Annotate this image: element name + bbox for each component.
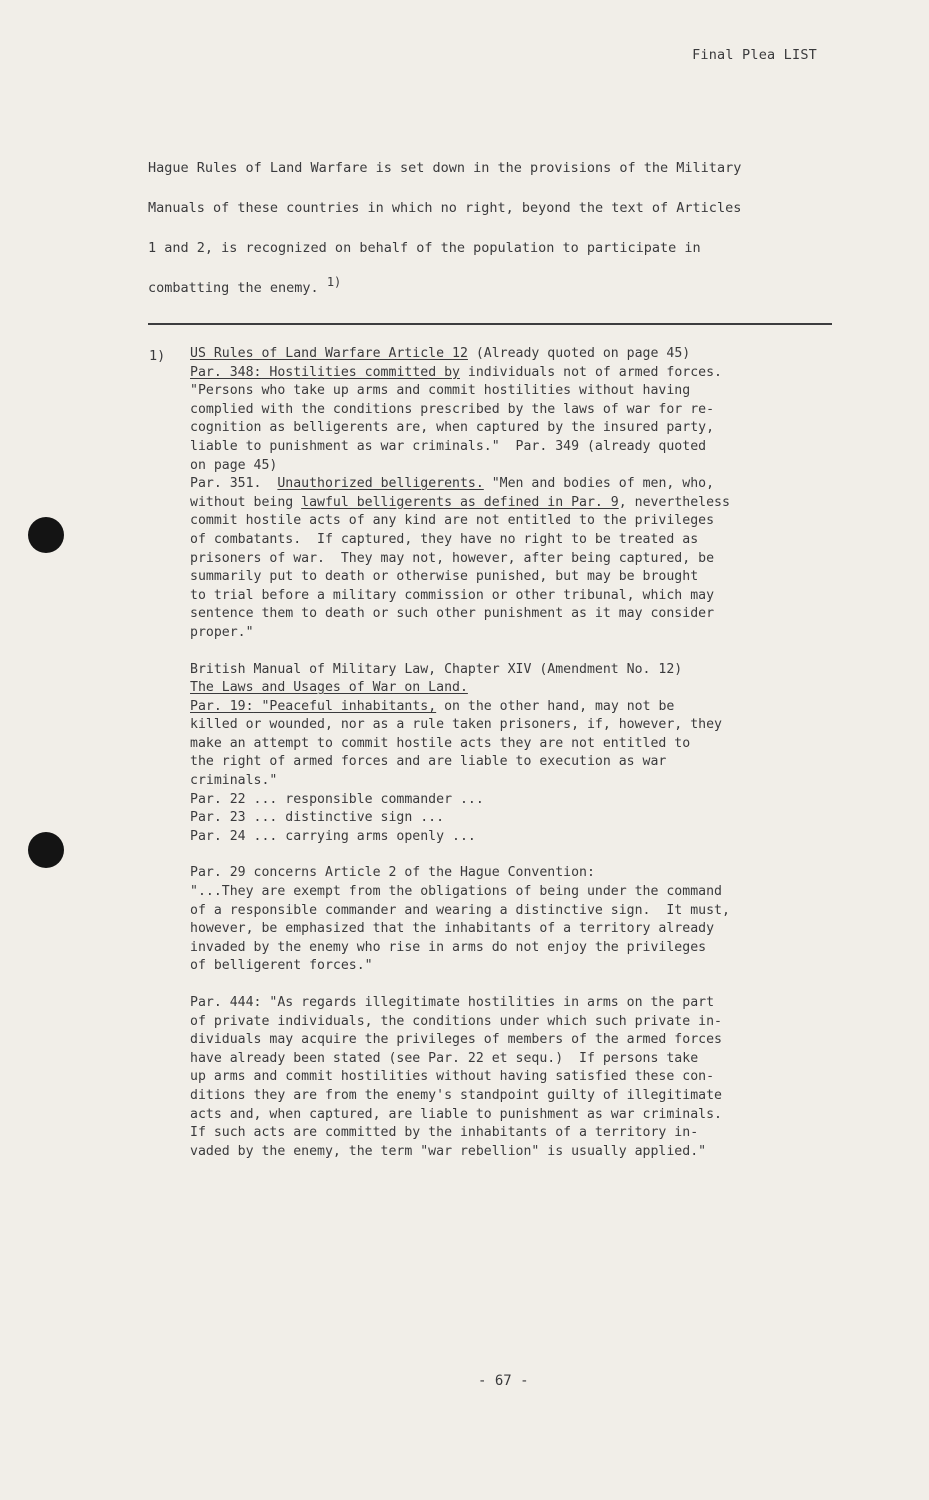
par-19-rest: on the other hand, may not be: [436, 698, 675, 714]
us-rules-title: US Rules of Land Warfare Article 12: [190, 346, 468, 361]
us-rules-note: (Already quoted on page 45): [467, 346, 691, 361]
par-19-text: criminals.": [190, 773, 278, 789]
par-29-text: however, be emphasized that the inhabitants of a territory already: [190, 921, 715, 937]
par-351-underlined: lawful belligerents as defined in Par. 9: [301, 494, 619, 510]
par-19-heading: [190, 698, 850, 717]
footnote-separator-rule: [148, 323, 832, 325]
par-348-text: "Persons who take up arms and commit hostilities without having: [190, 383, 691, 399]
par-444-text: vaded by the enemy, the term "war rebellion" is usually applied.": [190, 1143, 707, 1159]
paragraph-gap: [190, 976, 850, 994]
par-444-text: If such acts are committed by the inhabitants of a territory in-: [190, 1125, 699, 1141]
par-351-text: sentence them to death or such other punishment as it may consider: [190, 606, 715, 622]
par-list-item: Par. 24 ... carrying arms openly ...: [190, 828, 476, 844]
par-348-rest: individuals not of armed forces.: [459, 364, 722, 380]
par-348-text: complied with the conditions prescribed by the laws of war for re-: [190, 401, 715, 417]
par-348-label: Par. 348:: [190, 364, 262, 380]
par-444-text: dividuals may acquire the privileges of members of the armed forces: [190, 1032, 722, 1048]
main-text-line-content: combatting the enemy.: [148, 280, 319, 296]
par-348-text: on page 45): [190, 457, 278, 473]
par-351-text: prisoners of war. They may not, however, after being captured, be: [190, 550, 715, 566]
par-351-text: without being: [190, 494, 302, 510]
british-manual-heading: British Manual of Military Law, Chapter XIV (Amendment No. 12): [190, 661, 683, 677]
par-444-text: up arms and commit hostilities without having satisfied these con-: [190, 1069, 715, 1085]
par-19-text: killed or wounded, nor as a rule taken prisoners, if, however, they: [190, 717, 722, 733]
us-rules-heading: [190, 345, 850, 364]
par-29-text: invaded by the enemy who rise in arms do not enjoy the privileges: [190, 939, 707, 955]
footnote-reference: 1): [326, 275, 342, 289]
par-29-text: of belligerent forces.": [190, 958, 373, 974]
par-351-text: proper.": [190, 624, 254, 640]
par-348-title: Hostilities committed by: [261, 364, 460, 380]
par-19-text: make an attempt to commit hostile acts they are not entitled to: [190, 735, 691, 751]
main-paragraph: [148, 148, 858, 308]
document-header: Final Plea LIST: [692, 47, 817, 63]
main-text-line: Hague Rules of Land Warfare is set down in the provisions of the Military: [148, 160, 742, 176]
par-351-rest: "Men and bodies of men, who,: [483, 476, 715, 492]
par-351-text: , nevertheless: [618, 494, 730, 510]
par-29-text: "...They are exempt from the obligations of being under the command: [190, 884, 722, 900]
par-444-text: of private individuals, the conditions under which such private in-: [190, 1013, 722, 1029]
par-19-title: "Peaceful inhabitants,: [253, 698, 437, 714]
footnote-marker: 1): [149, 348, 166, 364]
main-text-line: 1 and 2, is recognized on behalf of the population to participate in: [148, 240, 701, 256]
paragraph-gap: [190, 846, 850, 864]
punch-hole: [28, 517, 64, 553]
par-348-text: cognition as belligerents are, when captured by the insured party,: [190, 420, 715, 436]
par-351-label: Par. 351.: [190, 476, 262, 492]
par-351-text: of combatants. If captured, they have no right to be treated as: [190, 531, 699, 547]
par-351-text: to trial before a military commission or other tribunal, which may: [190, 587, 715, 603]
punch-hole: [28, 832, 64, 868]
main-text-line: Manuals of these countries in which no right, beyond the text of Articles: [148, 200, 742, 216]
par-444-text: Par. 444: "As regards illegitimate hostilities in arms on the part: [190, 995, 715, 1010]
par-list-item: Par. 22 ... responsible commander ...: [190, 791, 484, 807]
par-348-heading: [190, 364, 850, 383]
page-number: - 67 -: [478, 1373, 529, 1389]
par-351-second-line: [190, 494, 850, 513]
main-text-line: [148, 268, 858, 308]
par-348-text: liable to punishment as war criminals." Par. 349 (already quoted: [190, 438, 707, 454]
par-351-text: summarily put to death or otherwise punished, but may be brought: [190, 569, 699, 585]
par-444-text: acts and, when captured, are liable to punishment as war criminals.: [190, 1106, 722, 1122]
paragraph-gap: [190, 643, 850, 661]
par-351-title: Unauthorized belligerents.: [277, 476, 484, 492]
par-351-heading: [190, 475, 850, 494]
par-19-label: Par. 19:: [190, 698, 254, 714]
par-19-text: the right of armed forces and are liable to execution as war: [190, 754, 667, 770]
par-444-text: ditions they are from the enemy's standpoint guilty of illegitimate: [190, 1087, 722, 1103]
par-29-text: of a responsible commander and wearing a distinctive sign. It must,: [190, 902, 730, 918]
par-351-text: commit hostile acts of any kind are not entitled to the privileges: [190, 513, 715, 529]
par-list-item: Par. 23 ... distinctive sign ...: [190, 810, 445, 826]
footnote-block: [190, 345, 850, 1161]
par-444-text: have already been stated (see Par. 22 et sequ.) If persons take: [190, 1050, 699, 1066]
par-29-text: Par. 29 concerns Article 2 of the Hague Convention:: [190, 865, 595, 881]
british-manual-subheading: The Laws and Usages of War on Land.: [190, 680, 468, 696]
